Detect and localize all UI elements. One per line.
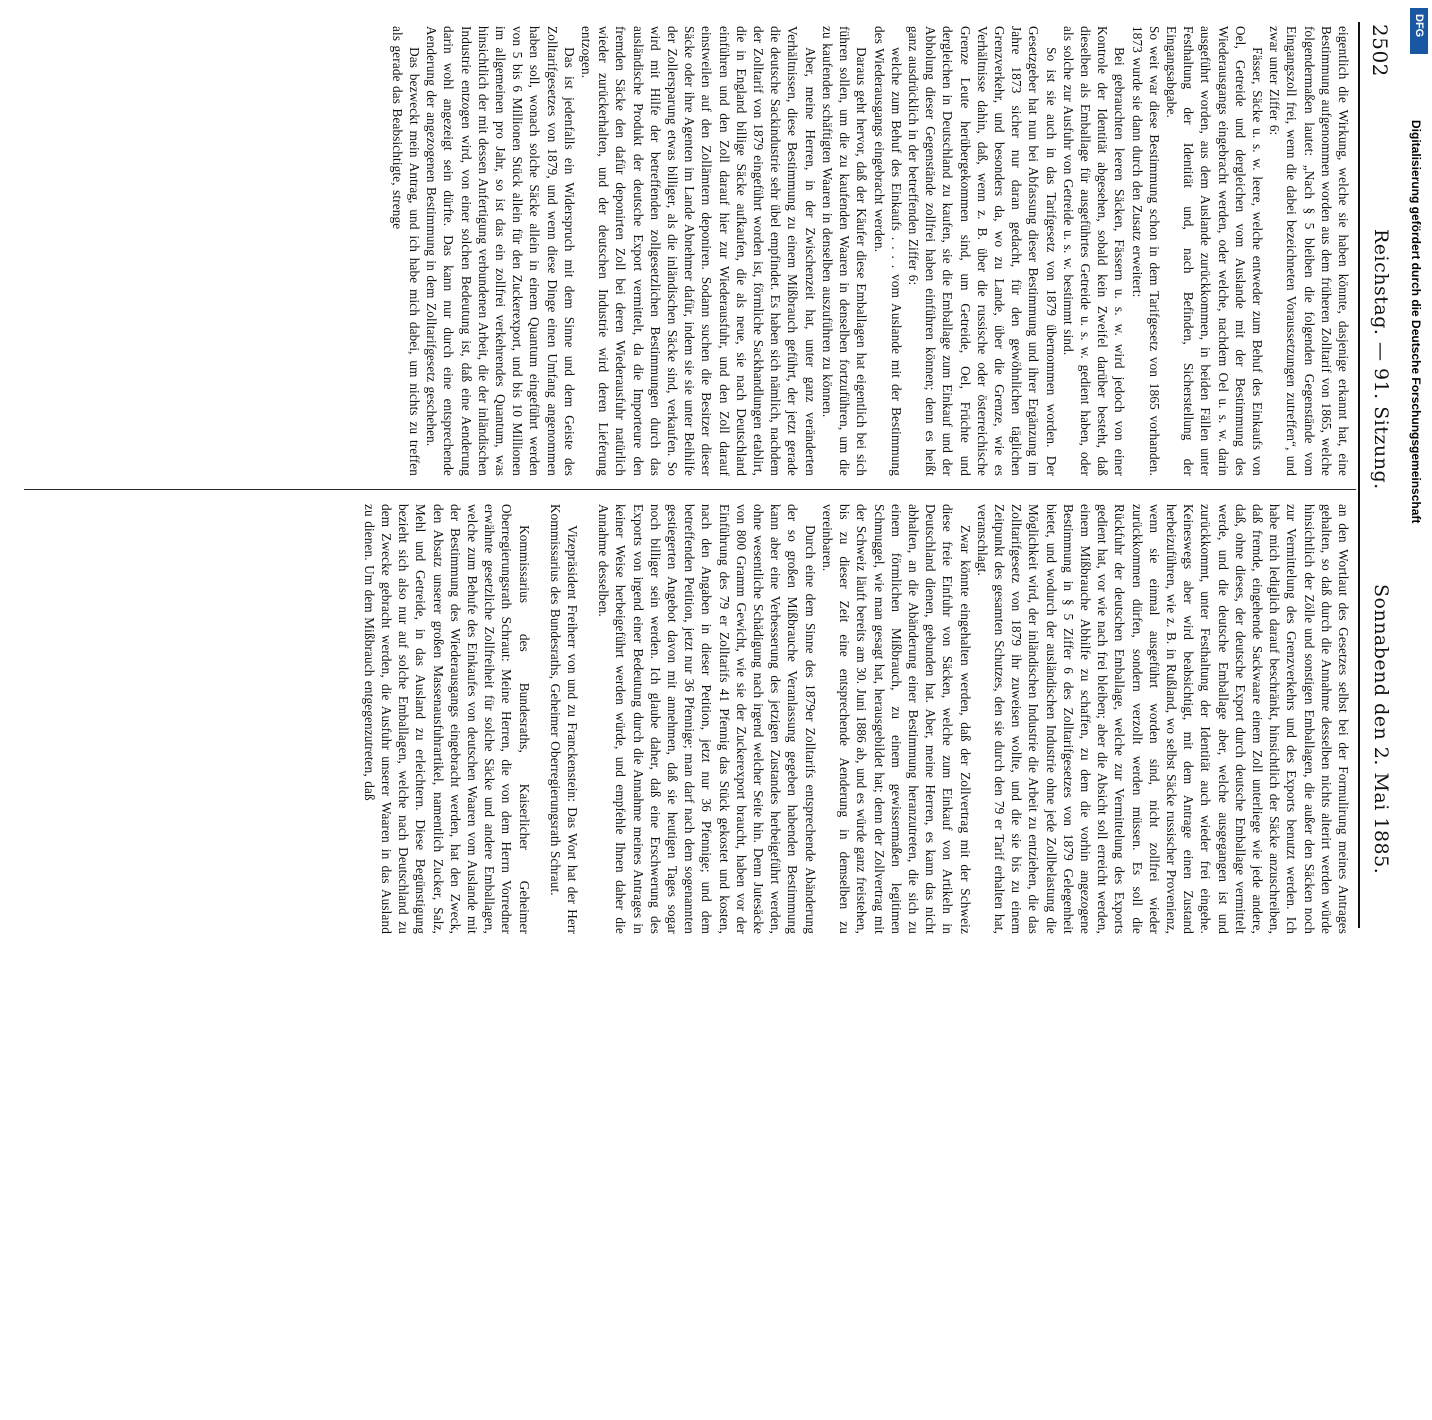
quoted-provision: Fässer, Säcke u. s. w. leere, welche entweder zum Behuf des Einkaufs von Oel, Getreide und dergleichen vom Auslande mit der Bestimmung des Wiederausgangs eingebracht werden, oder welche, nachdem Oel u. s. w. darin ausgeführt worden, aus dem Auslande zurückkommen, in beiden Fällen unter Festhaltung der Identität und, nach Befinden, Sicherstellung der Eingangsabgabe. (1163, 26, 1265, 476)
quoted-provision: Bei gebrauchten leeren Säcken, Fässern u. s. w. wird jedoch von einer Kontrole der Identität abgesehen, sobald kein Zweifel darüber besteht, daß dieselben als Emballage für ausgeführtes Getreide u. s. w. gedient haben, oder als solche zur Ausfuhr von Getreide u. s. w. bestimmt sind. (1060, 26, 1128, 476)
paragraph: Daraus geht hervor, daß der Käufer diese Emballagen hat eigentlich bei sich führen sollen, um die zu kaufenden Waaren in denselben fortzuführen, um die zu kaufenden schäftigten Waaren in denselben auszuführen zu können. (819, 26, 870, 476)
session-date: Sonnabend den 2. Mai 1885. (1370, 584, 1392, 875)
header-rule (1358, 22, 1360, 928)
paragraph: Das ist jedenfalls ein Widerspruch mit dem Sinne und dem Geiste des Zolltarifgesetzes von 1879, und wenn diese Dinge einen Umfang angenommen haben soll, wonach solche Säcke allein in einem Quantum eingeführt werden von 5 bis 6 Millionen Stück allein für den Zuckerexport, und bis 10 Millionen im allgemeinen pro Jahr, so ist das ein zollfrei verkehrendes Quantum, was hinsichtlich der mit dessen Anfertigung verbundenen Arbeit, die der inländischen Industrie entzogen wird, von einer solchen Bedeutung ist, daß eine Aenderung darin wohl angezeigt sein dürfte. Das kann nur durch eine entsprechende Aenderung der angezogenen Bestimmung in dem Zolltarifgesetz geschehen. (424, 26, 577, 476)
session-title: Reichstag. — 91. Sitzung. (1370, 229, 1392, 490)
paragraph: eigentlich die Wirkung, welche sie haben könnte, dasjenige erkannt hat, eine Bestimmung aufgenommen worden aus dem früheren Zolltarif von 1865, welche folgendermaßen lautet: „Nach § 5 bleiben die folgenden Gegenstände vom Eingangszoll frei, wenn die dabei bezeichneten Voraussetzungen zutreffen“, und zwar unter Ziffer 6: (1267, 26, 1351, 476)
speaker-vice-president: Vizepräsident Freiherr von und zu Franckenstein: Das Wort hat der Herr Kommissarius des Bundesraths, Geheimer Oberregierungsrath Schraut. (547, 504, 581, 934)
dfg-logo (1410, 8, 1428, 54)
paragraph: So weit war diese Bestimmung schon in dem Tarifgesetz von 1865 vorhanden. 1873 wurde sie dann durch den Zusatz erweitert: (1129, 26, 1162, 476)
column-divider (24, 489, 1356, 490)
paragraph: Aber, meine Herren, in der Zwischenzeit hat, unter ganz veränderten Verhältnissen, diese Bestimmung zu einem Mißbrauch geführt, der jetzt gerade die deutsche Sackindustrie sehr übel empfindet. Es haben sich nämlich, nachdem der Zolltarif von 1879 eingeführt worden ist, förmliche Sackhandlungen etablirt, die in England billige Säcke aufkaufen, die als neue, sie nach Deutschland einführen und den Zoll darauf hier zur Wiederausfuhr, und den Zoll darauf einstweilen auf den Zollämtern deponiren. Sodann suchen die Besitzer dieser Säcke oder ihre Agenten im Lande Abnehmer dafür, indem sie sie unter Beihilfe der Zollersparung etwas billiger, als die inländischen Säcke sind, verkaufen. So wird mit Hilfe der betreffenden zollgesetzlichen Bestimmungen durch das ausländische Produkt der deutsche Export vermittelt, da die Importeure den fremden Säcke den dafür deponirten Zoll bei deren Wiederausfuhr natürlich wieder zurückerhalten, und der deutschen Industrie wird deren Lieferung entzogen. (579, 26, 818, 476)
page-number: 2502 (1368, 24, 1392, 77)
paragraph: an den Wortlaut des Gesetzes selbst bei der Formulirung meines Antrages gehalten, so daß durch die Annahme desselben nichts alterirt werden würde hinsichtlich der Zölle und sonstigen Emballagen, die außer den Säcken noch zur Vermittelung des Grenzverkehrs und des Exports benutzt werden. Ich habe mich lediglich darauf beschränkt, hinsichtlich der Säcke anzuschreiben, daß fremde, eingehende Sackwaare einem Zoll unterliege wie jede andere, daß, ohne dieses, der deutsche Export durch deutsche Emballage vermittelt werde, und die deutsche Emballage aber, welche ausgegangen ist und zurückkommt, unter Festhaltung der Identität auch wieder frei eingehe. Keineswegs aber wird beabsichtigt, mit dem Antrage einen Zustand herbeizuführen, wie z. B. in Rußland, wo selbst Säcke russischer Provenienz, wenn sie einmal ausgeführt worden sind, nicht zollfrei wieder zurückkommen dürfen, sondern verzollt werden müssen. Es soll die Rückfuhr der deutschen Emballage, welche zur Vermittelung des Exports gedient hat, vor wie nach frei bleiben; aber die Absicht soll erreicht werden, einem Mißbrauche Abhilfe zu schaffen, zu dem die vorhin angezogene Bestimmung in § 5 Ziffer 6 des Zolltarifgesetzes von 1879 Gelegenheit bietet, und wodurch der ausländischen Industrie ohne jede Zollbelastung die Möglichkeit wird, der inländischen Industrie die Arbeit zu entziehen, die das Zolltarifgesetz von 1879 ihr zuweisen wollte, und die sie bis zu einem Zeitpunkt des gesamten Schutzes, den sie durch den 79 er Tarif erhalten hat, veranschlagt. (974, 504, 1351, 934)
left-column (20, 26, 1352, 476)
paragraph: So ist sie auch in das Tarifgesetz von 1879 übernommen worden. Der Gesetzgeber hat nun bei Abfassung dieser Bestimmung und ihrer Ergänzung im Jahre 1873 sicher nur daran gedacht, für den gewöhnlichen täglichen Grenzverkehr, und besonders da, wo zu Lande, über die Grenze, wie es Verhältnisse dahin, daß, wenn z. B. über die russische oder österreichische Grenze Leute herübergekommen sind, um Getreide, Oel, Früchte und dergleichen in Deutschland zu kaufen, sie die Emballage zum Einkauf und der Abholung dieser Gegenstände zollfrei haben einführen können; denn es heißt ganz ausdrücklich in der betreffenden Ziffer 6: (905, 26, 1059, 476)
dfg-logo-text: DFG (1413, 14, 1425, 38)
digitization-note (1408, 120, 1428, 1420)
speaker-commissioner: Kommissarius des Bundesraths, Kaiserlicher Geheimer Oberregierungsrath Schraut: Meine Herren, die von dem Herrn Vorredner erwähnte gesetzliche Zollfreiheit für solche Säcke und andere Emballagen, welche zum Behufe des Einkaufes von deutschen Waaren vom Auslande mit der Bestimmung des Wiederausgangs eingebracht werden, hat den Zweck, den Absatz unserer großen Massenausfuhrartikel, namentlich Zucker, Salz, Mehl und Getreide, in das Ausland zu erleichtern. Diese Begünstigung bezieht sich also nur auf solche Emballagen, welche nach Deutschland zu dem Zwecke gebracht werden, die Ausfuhr unserer Waaren in das Ausland zu dienen. Um dem Mißbrauch entgegenzutreten, daß (361, 504, 532, 934)
page-header (1364, 24, 1394, 928)
digitization-note-text: Digitalisierung gefördert durch die Deutsche Forschungsgemeinschaft (1409, 120, 1423, 524)
paragraph: Zwar könnte eingehalten werden, daß der Zollvertrag mit der Schweiz diese freie Einfuhr von Säcken, welche zum Einkauf von Artikeln in Deutschland dienen, gebunden hat. Aber, meine Herren, es kann das nicht abhalten, an die Abänderung einer Bestimmung heranzutreten, die sich zu einem förmlichen Mißbrauch, zu einem gewissermaßen legitimen Schmuggel, wie man gesagt hat, herausgebildet hat; denn der Zollvertrag mit der Schweiz läuft bereits am 30. Juni 1886 ab, und es würde ganz freistehen, bis zu dieser Zeit eine entsprechende Aenderung in demselben zu vereinbaren. (819, 504, 973, 934)
quoted-provision: welche zum Behuf des Einkaufs . . . . vom Auslande mit der Bestimmung des Wiederausgangs eingebracht werden. (871, 26, 904, 476)
right-column (20, 504, 1352, 934)
paragraph: Durch eine dem Sinne des 1879er Zolltarifs entsprechende Abänderung der so großen Mißbrauche Veranlassung gegeben habenden Bestimmung kann aber eine Verbesserung des jetzigen Zustandes herbeigeführt werden, ohne wesentliche Schädigung nach irgend welcher Seite hin. Denn Jutesäcke von 800 Gramm Gewicht, wie sie der Zuckerexport braucht, haben vor der Einführung des 79 er Zolltarifs 41 Pfennig das Stück gekostet und kosten, nach den Angaben in dieser Petition, jetzt nur 36 Pfennige; und dem betreffenden Petition, jetzt nur 36 Pfennige; man darf nach dem sogenannten gestiegerten Angebot davon mit annehmen, daß sie heutigen Tages sogar noch billiger sein werden. Ich glaube daher, daß eine Erschwerung des Exports von irgend einer Bedeutung durch die Annahme meines Antrages in keiner Weise herbeigeführt werden würde, und empfehle Ihnen daher die Annahme desselben. (596, 504, 818, 934)
paragraph: Das bezweckt mein Antrag, und ich habe mich dabei, um nichts zu treffen als gerade das Beabsichtigte, strenge (389, 26, 423, 476)
